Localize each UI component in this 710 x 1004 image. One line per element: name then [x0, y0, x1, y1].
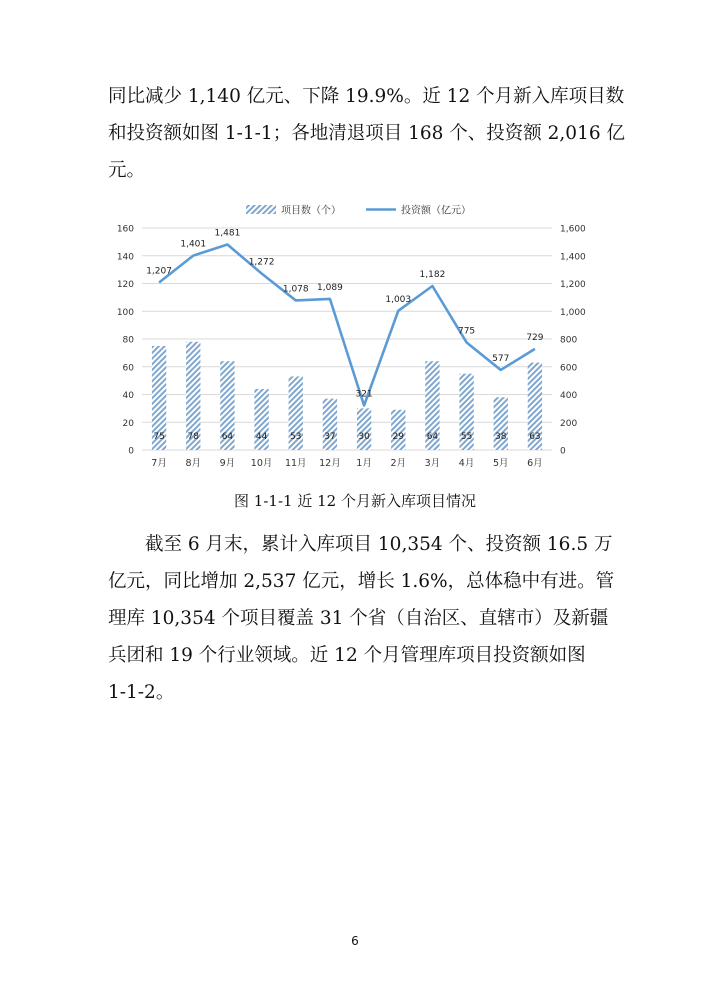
- line-value-label: 1,272: [248, 257, 275, 268]
- legend-line-label: 投资额（亿元）: [401, 205, 471, 217]
- x-axis-tick-label: 5月: [492, 458, 509, 469]
- bar-value-label: 29: [392, 432, 404, 442]
- page-number: 6: [351, 934, 359, 948]
- left-axis-tick-label: 160: [116, 224, 134, 235]
- bar-value-label: 53: [290, 432, 302, 442]
- bar-value-label: 64: [221, 432, 234, 442]
- line-value-label: 1,003: [385, 294, 412, 305]
- left-axis-tick-label: 120: [116, 280, 134, 290]
- new-projects-chart: [104, 196, 604, 480]
- line-value-label: 1,182: [419, 269, 446, 280]
- body-paragraph: [108, 526, 615, 711]
- left-axis-tick-label: 100: [116, 307, 134, 318]
- line-value-label: 1,481: [214, 228, 241, 239]
- x-axis-tick-label: 1月: [356, 458, 372, 469]
- bar-value-label: 75: [153, 432, 165, 442]
- line-value-label: 1,078: [282, 284, 309, 295]
- line-value-label: 1,401: [180, 239, 207, 250]
- text-line: 截至 6 月末，累计入库项目 10,354 个、投资额 16.5 万: [108, 534, 613, 555]
- right-axis-tick-label: 1,400: [560, 252, 586, 263]
- bar-value-label: 30: [358, 432, 370, 442]
- bar: [391, 410, 405, 450]
- bar: [323, 399, 337, 450]
- investment-line: [159, 245, 535, 406]
- line-value-label: 775: [457, 326, 476, 337]
- right-axis-tick-label: 800: [560, 335, 578, 346]
- legend-bar-label: 项目数（个）: [281, 205, 341, 217]
- bar-value-label: 63: [529, 432, 541, 442]
- bar: [494, 397, 508, 450]
- bar-value-label: 44: [255, 432, 268, 442]
- right-axis-tick-label: 1,600: [560, 224, 586, 235]
- x-axis-tick-label: 9月: [219, 458, 236, 469]
- x-axis-tick-label: 8月: [185, 458, 202, 469]
- x-axis-tick-label: 7月: [151, 458, 167, 469]
- right-axis-tick-label: 0: [560, 446, 566, 457]
- line-value-label: 321: [355, 389, 373, 400]
- right-axis-tick-label: 200: [560, 418, 578, 429]
- text-line: 兵团和 19 个行业领域。近 12 个月管理库项目投资额如图: [108, 645, 586, 666]
- text-line: 亿元，同比增加 2,537 亿元，增长 1.6%，总体稳中有进。管: [108, 571, 615, 592]
- right-axis-tick-label: 1,200: [560, 280, 586, 290]
- x-axis-tick-label: 4月: [458, 458, 475, 469]
- text-line: 同比减少 1,140 亿元、下降 19.9%。近 12 个月新入库项目数: [108, 86, 625, 107]
- left-axis-tick-label: 20: [122, 418, 134, 429]
- right-axis-tick-label: 400: [560, 391, 578, 401]
- x-axis-tick-label: 3月: [424, 458, 441, 469]
- bar-value-label: 37: [324, 432, 336, 442]
- intro-paragraph: [108, 78, 625, 189]
- text-line: 和投资额如图 1-1-1；各地清退项目 168 个、投资额 2,016 亿: [108, 123, 625, 144]
- bar-value-label: 55: [460, 432, 473, 442]
- left-axis-tick-label: 140: [116, 252, 134, 263]
- line-value-label: 1,089: [317, 282, 343, 293]
- x-axis-tick-label: 12月: [319, 458, 341, 469]
- bar-value-label: 78: [187, 432, 199, 442]
- line-value-label: 729: [526, 332, 544, 343]
- bar-value-label: 64: [426, 432, 439, 442]
- right-axis-tick-label: 1,000: [560, 307, 586, 318]
- x-axis-tick-label: 6月: [527, 458, 543, 469]
- right-axis-tick-label: 600: [560, 363, 578, 374]
- x-axis-tick-label: 11月: [284, 458, 307, 469]
- legend-bar-swatch: [246, 205, 276, 214]
- line-value-label: 577: [492, 353, 510, 364]
- text-line: 元。: [108, 160, 146, 181]
- x-axis-tick-label: 10月: [250, 458, 273, 469]
- left-axis-tick-label: 0: [128, 446, 134, 457]
- left-axis-tick-label: 40: [122, 391, 134, 401]
- text-line: 理库 10,354 个项目覆盖 31 个省（自治区、直辖市）及新疆: [108, 608, 609, 629]
- line-value-label: 1,207: [146, 266, 172, 277]
- text-line: 1-1-2。: [108, 682, 175, 703]
- figure-caption: 图 1-1-1 近 12 个月新入库项目情况: [234, 492, 476, 510]
- x-axis-tick-label: 2月: [390, 458, 407, 469]
- bar-value-label: 38: [495, 432, 507, 442]
- left-axis-tick-label: 60: [122, 363, 134, 374]
- left-axis-tick-label: 80: [122, 335, 134, 346]
- bar: [357, 408, 371, 450]
